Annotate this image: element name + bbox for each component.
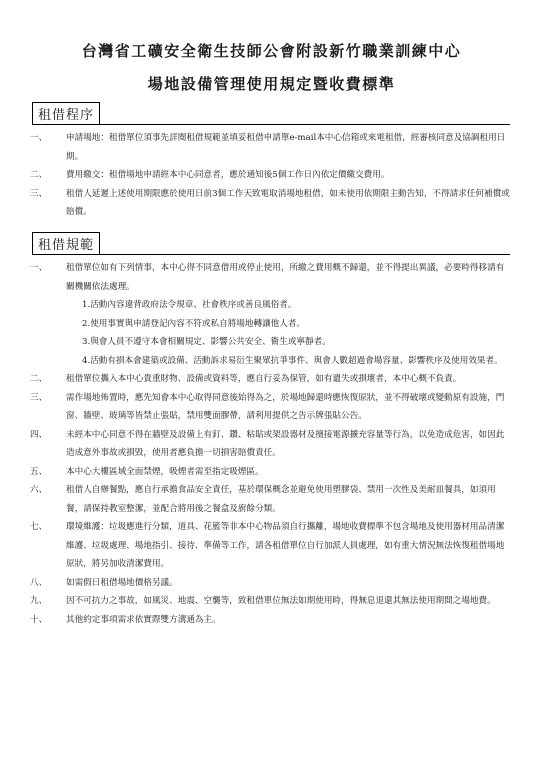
list-item bbox=[30, 426, 512, 463]
list-item bbox=[30, 259, 512, 296]
sub-item-text: 活動有損本會建築或設備、活動訴求易衍生聚眾抗爭事件、與會人數超過會場容量、影響秩序及使用效果者。 bbox=[90, 355, 503, 366]
item-text: 本中心大樓區域全面禁煙，吸煙者需至指定吸煙區。 bbox=[66, 466, 264, 477]
item-number: 一、 bbox=[30, 263, 48, 273]
item-text: 申請場地：租借單位須事先詳閱租借規範並填妥租借申請單e-mail本中心信箱或來電租借，經審核同意及協調租用日期。 bbox=[66, 133, 506, 162]
item-text: 需作場地佈置時，應先知會本中心取得同意後始得為之，於場地歸還時應恢復原狀，並不得破壞或變動原有設施，門窗、牆壁、玻璃等皆禁止張貼，禁用雙面膠帶，請利用提供之告示牌張貼公告。 bbox=[66, 392, 505, 421]
item-text: 租借人自辦餐點，應自行承擔食品安全責任，基於環保概念並避免使用塑膠袋、禁用一次性及美耐皿餐具，如須用餐，請保持教室整潔，並配合將用後之餐盒及廚餘分類。 bbox=[66, 485, 496, 514]
item-number: 九、 bbox=[30, 596, 48, 606]
sub-item-text: 與會人員不遵守本會相關規定、影響公共安全、衛生或寧靜者。 bbox=[90, 337, 331, 347]
document-subtitle: 場地設備管理使用規定暨收費標準 bbox=[147, 75, 396, 93]
list-item bbox=[30, 592, 512, 611]
item-number: 三、 bbox=[30, 188, 48, 199]
section-divider bbox=[32, 124, 510, 125]
item-text: 租借單位攜入本中心貴重財物、設備或資料等，應自行妥為保管，如有遺失或損壞者，本中心概不負責。 bbox=[66, 374, 462, 384]
list-item bbox=[30, 611, 512, 630]
sub-item bbox=[30, 352, 512, 371]
rules-list bbox=[30, 259, 512, 629]
item-number: 三、 bbox=[30, 392, 48, 403]
item-number: 一、 bbox=[30, 133, 48, 143]
list-item bbox=[30, 481, 512, 518]
item-number: 二、 bbox=[30, 374, 48, 384]
list-item bbox=[30, 185, 512, 222]
list-item bbox=[30, 463, 512, 482]
item-number: 二、 bbox=[30, 170, 48, 180]
sub-item-text: 使用事實與申請登記內容不符或私自將場地轉讓他人者。 bbox=[90, 318, 306, 329]
item-text: 如需假日租借場地價格另議。 bbox=[66, 577, 178, 588]
list-item bbox=[30, 370, 512, 389]
item-number: 五、 bbox=[30, 466, 48, 477]
item-text: 未經本中心同意不得在牆壁及設備上有釘、鑽、粘貼或架設器材及擅接電源擴充容量等行為，以免造成危害，如因此造成意外事故或損毀，使用者應負擔一切損害賠償責任。 bbox=[66, 429, 505, 458]
sub-item bbox=[30, 333, 512, 352]
item-text: 費用繳交：租借場地申請經本中心同意者，應於通知後5個工作日內依定價繳交費用。 bbox=[66, 170, 390, 180]
sub-item-number: 3. bbox=[82, 337, 91, 347]
document-title: 台灣省工礦安全衛生技師公會附設新竹職業訓練中心 bbox=[81, 42, 462, 60]
item-text: 因不可抗力之事故，如風災、地震、空襲等，致租借單位無法如期使用時，得無息退還其無法使用期間之場地費。 bbox=[66, 596, 496, 606]
sub-item bbox=[30, 296, 512, 315]
item-text: 其他約定事項需求依實際雙方溝通為主。 bbox=[66, 614, 221, 625]
sub-item-number: 1. bbox=[82, 300, 91, 310]
item-text: 租借人延遲上述使用期限應於使用日前3個工作天致電取消場地租借，如未使用依期限主動告知，不得請求任何補償或賠償。 bbox=[66, 188, 510, 217]
sub-item bbox=[30, 315, 512, 334]
list-item bbox=[30, 518, 512, 574]
item-text: 租借單位如有下列情事，本中心得不同意借用或停止使用，所繳之費用概不歸還，並不得提出異議，必要時得移請有關機關依法處理。 bbox=[66, 263, 505, 292]
section-heading-rules: 租借規範 bbox=[32, 232, 100, 255]
item-number: 十、 bbox=[30, 614, 48, 625]
item-text: 環境維護：垃圾應進行分類，道具、花籃等非本中心物品須自行攜離，場地收費標準不包含場地及使用器材用品清潔維護、垃圾處理、場地指引、接待、準備等工作，請各租借單位自行加派人員處理，如有重大情況無法恢復租借場地原狀，將另加收清潔費用。 bbox=[66, 522, 505, 569]
item-number: 六、 bbox=[30, 485, 48, 495]
list-item bbox=[30, 574, 512, 593]
list-item bbox=[30, 389, 512, 426]
procedure-list bbox=[30, 129, 512, 222]
item-number: 八、 bbox=[30, 577, 48, 588]
sub-item-text: 活動內容違背政府法令規章、社會秩序或善良風俗者。 bbox=[90, 300, 297, 310]
sub-item-number: 2. bbox=[82, 318, 91, 329]
section-heading-procedure: 租借程序 bbox=[32, 102, 100, 125]
item-number: 七、 bbox=[30, 522, 48, 532]
list-item bbox=[30, 129, 512, 166]
section-divider bbox=[32, 254, 510, 255]
sub-item-number: 4. bbox=[82, 355, 91, 366]
list-item bbox=[30, 166, 512, 185]
item-number: 四、 bbox=[30, 429, 48, 440]
